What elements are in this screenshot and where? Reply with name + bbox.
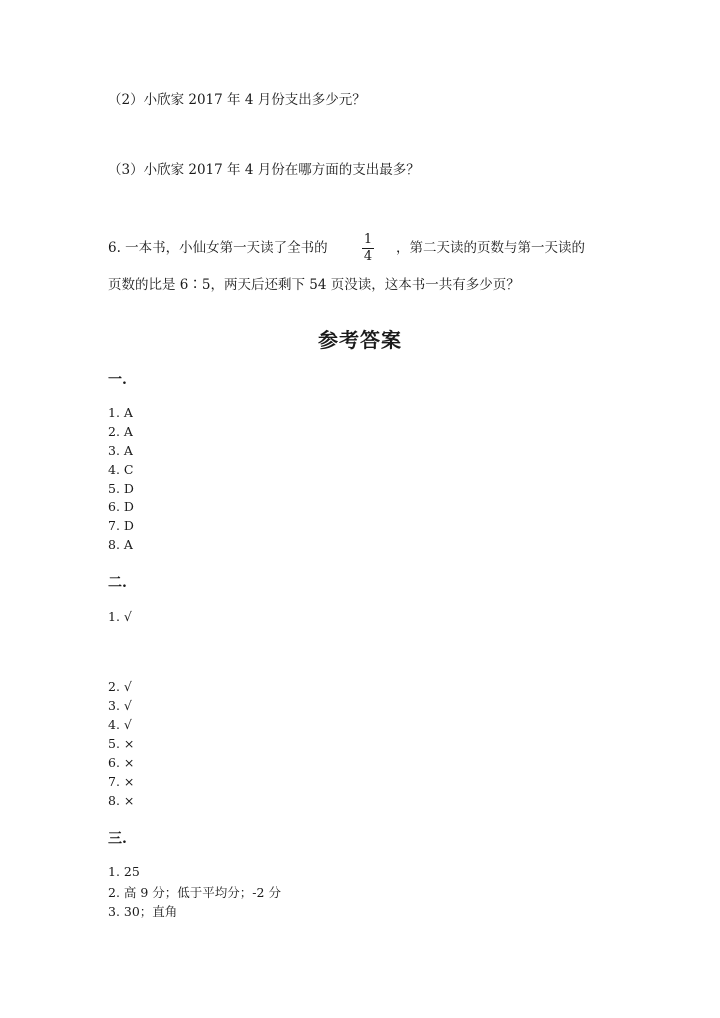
answers-title: 参考答案 xyxy=(318,328,402,352)
question-6-text-a: 6. 一本书，小仙女第一天读了全书的 xyxy=(108,240,328,256)
answer-item: 6. D xyxy=(108,499,134,514)
answer-item: 7. D xyxy=(108,518,134,533)
answer-item: 8. × xyxy=(108,793,135,808)
answer-item: 7. × xyxy=(108,774,135,789)
answer-item: 6. × xyxy=(108,755,135,770)
answer-item: 3. √ xyxy=(108,698,132,713)
answer-item: 3. A xyxy=(108,443,133,458)
answer-item: 4. C xyxy=(108,462,134,477)
question-6-line-1 xyxy=(108,236,328,256)
answer-item: 5. × xyxy=(108,736,135,751)
answer-item: 1. A xyxy=(108,405,133,420)
question-6-text-b: ，第二天读的页数与第一天读的 xyxy=(396,240,585,256)
answer-item: 1. √ xyxy=(108,609,132,624)
section-3-heading: 三. xyxy=(108,831,127,847)
question-3: （3）小欣家 2017 年 4 月份在哪方面的支出最多？ xyxy=(108,162,420,178)
answer-item: 5. D xyxy=(108,481,134,496)
fraction-denominator: 4 xyxy=(363,249,373,264)
answer-item: 3. 30；直角 xyxy=(108,904,178,919)
answer-item: 1. 25 xyxy=(108,864,140,879)
answer-item: 2. A xyxy=(108,424,133,439)
answer-item: 8. A xyxy=(108,537,133,552)
section-2-heading: 二. xyxy=(108,575,127,591)
answer-item: 2. √ xyxy=(108,679,132,694)
question-2: （2）小欣家 2017 年 4 月份支出多少元？ xyxy=(108,92,366,108)
fraction-numerator: 1 xyxy=(363,232,373,247)
answer-item: 2. 高 9 分；低于平均分；-2 分 xyxy=(108,885,281,900)
fraction-one-quarter xyxy=(358,233,378,264)
answer-item: 4. √ xyxy=(108,717,132,732)
question-6-line-2: 页数的比是 6∶5，两天后还剩下 54 页没读，这本书一共有多少页？ xyxy=(108,277,520,293)
section-1-heading: 一. xyxy=(108,372,127,388)
